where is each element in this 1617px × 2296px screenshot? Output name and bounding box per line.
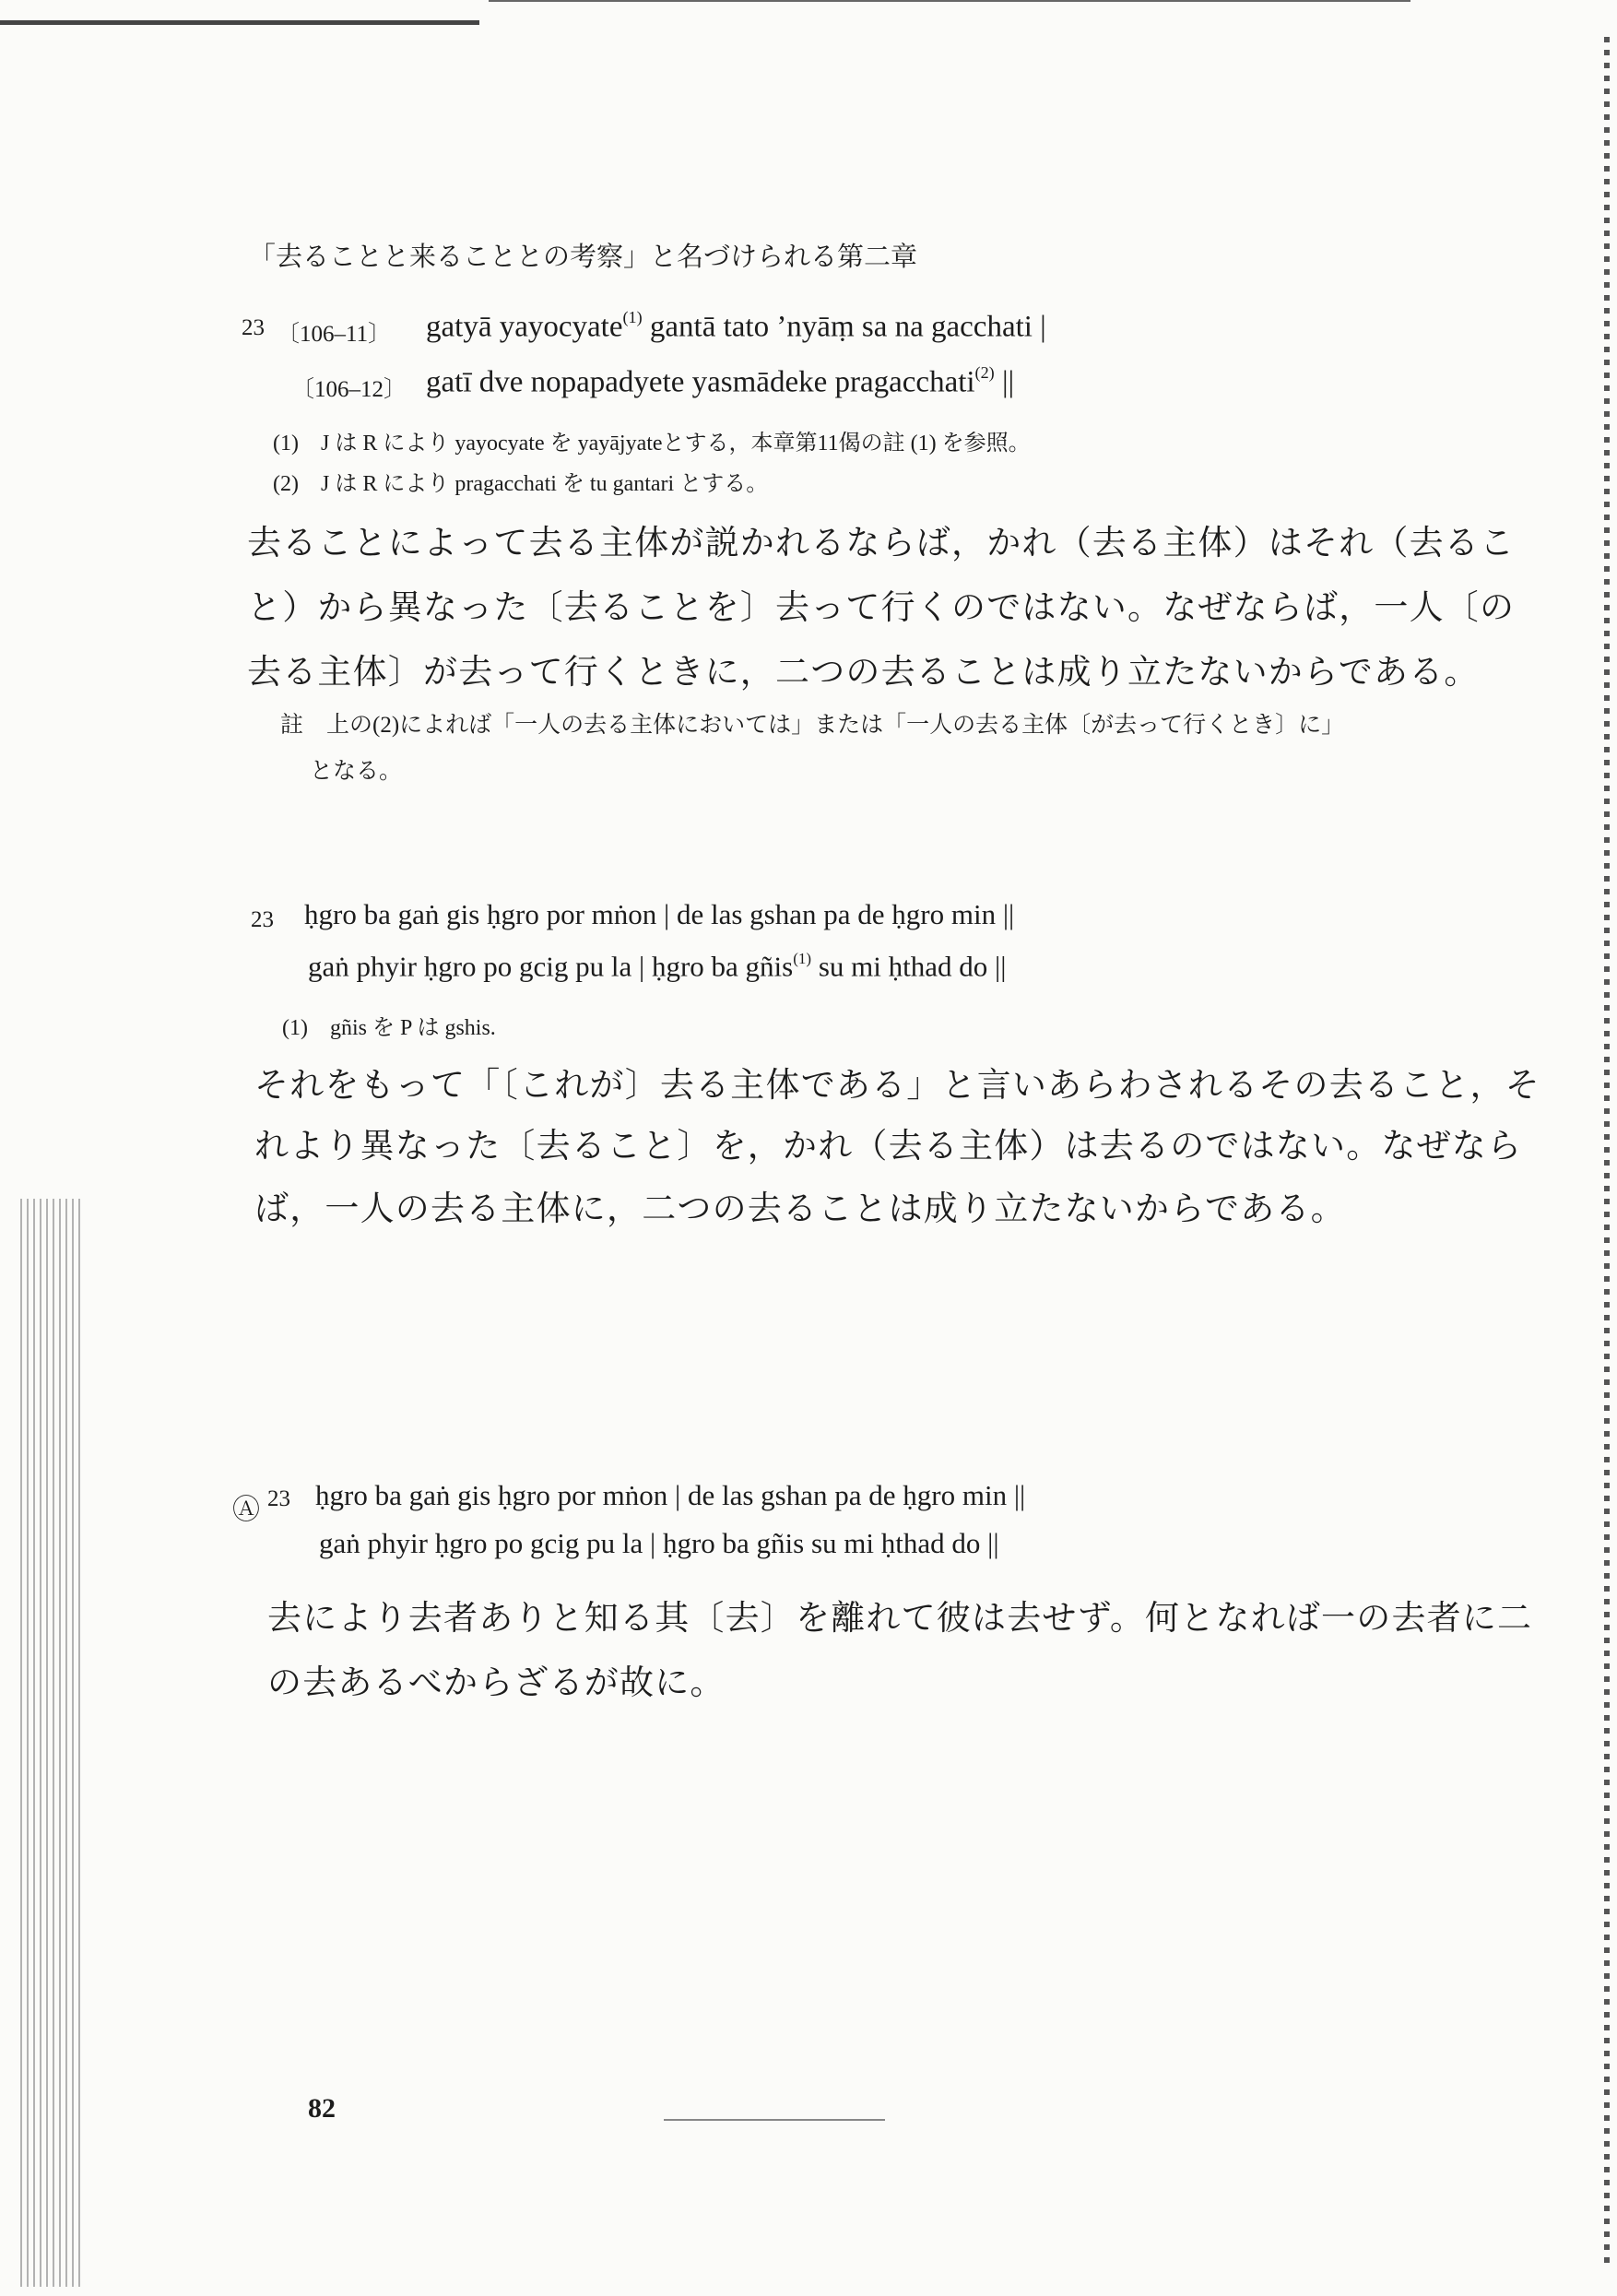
translation-line: 去ることによって去る主体が説かれるならば，かれ（去る主体）はそれ（去るこ [247,523,1516,562]
chapter-heading: 「去ることと来ることとの考察」と名づけられる第二章 [249,241,918,272]
scan-mark-top [489,0,1410,2]
verse-number: 23 [251,907,274,932]
tibetan-verse-line-2: gaṅ phyir ḥgro po gcig pu la | ḥgro ba gñis$^{(1)}$ su mi ḥthad do || [308,950,1007,983]
verse-reference: 〔106–12〕 [291,377,407,402]
translation-line: ば，一人の去る主体に，二つの去ることは成り立たないからである。 [254,1189,1346,1228]
commentary-note: 註 上の(2)によれば「一人の去る主体においては」または「一人の去る主体〔が去って行くとき〕に」 [280,713,1345,738]
translation-line: 去る主体〕が去って行くときに，二つの去ることは成り立たないからである。 [247,652,1480,692]
footnote: (1) gñis を P は gshis. [282,1016,496,1040]
tibetan-verse-line-2: gaṅ phyir ḥgro po gcig pu la | ḥgro ba gñis su mi ḥthad do || [319,1527,999,1559]
scan-edge-right [1604,37,1610,2268]
scan-edge-left [20,1199,85,2287]
translation-line: 去により去者ありと知る其〔去〕を離れて彼は去せず。何となれば一の去者に二 [267,1598,1533,1638]
translation-line: それをもって「〔これが〕去る主体である」と言いあらわされるその去ること，そ [254,1065,1540,1105]
translation-line: と）から異なった〔去ることを〕去って行くのではない。なぜならば，一人〔の [247,587,1516,627]
translation-line: の去あるべからざるが故に。 [267,1663,726,1702]
verse-number: 23 [242,315,265,340]
tibetan-verse-line-1: ḥgro ba gaṅ gis ḥgro por mṅon | de las gshan pa de ḥgro min || [304,898,1015,930]
translation-line: れより異なった〔去ること〕を，かれ（去る主体）は去るのではない。なぜなら [254,1126,1523,1166]
tibetan-verse-line-1: ḥgro ba gaṅ gis ḥgro por mṅon | de las gshan pa de ḥgro min || [315,1479,1026,1511]
sanskrit-verse-line-2: gatī dve nopapadyete yasmādeke pragacchati$^{(2)}$ || [426,363,1015,399]
page-number: 82 [308,2093,336,2124]
verse-number: 23 [267,1486,290,1511]
commentary-note: となる。 [310,759,403,784]
verse-reference: 〔106–11〕 [277,322,392,347]
footnote: (1) J は R により yayocyate を yayājyateとする，本章第11偈の註 (1) を参照。 [273,432,1031,456]
scan-mark-bottom [664,2119,885,2121]
sanskrit-verse-line-1: gatyā yayocyate$^{(1)}$ gantā tato ’nyāṃ sa na gacchati | [426,308,1046,344]
scan-mark-top-left [0,20,479,25]
footnote: (2) J は R により pragacchati を tu gantari とする。 [273,472,769,496]
marker-circled-a: Ⓐ [232,1495,260,1525]
